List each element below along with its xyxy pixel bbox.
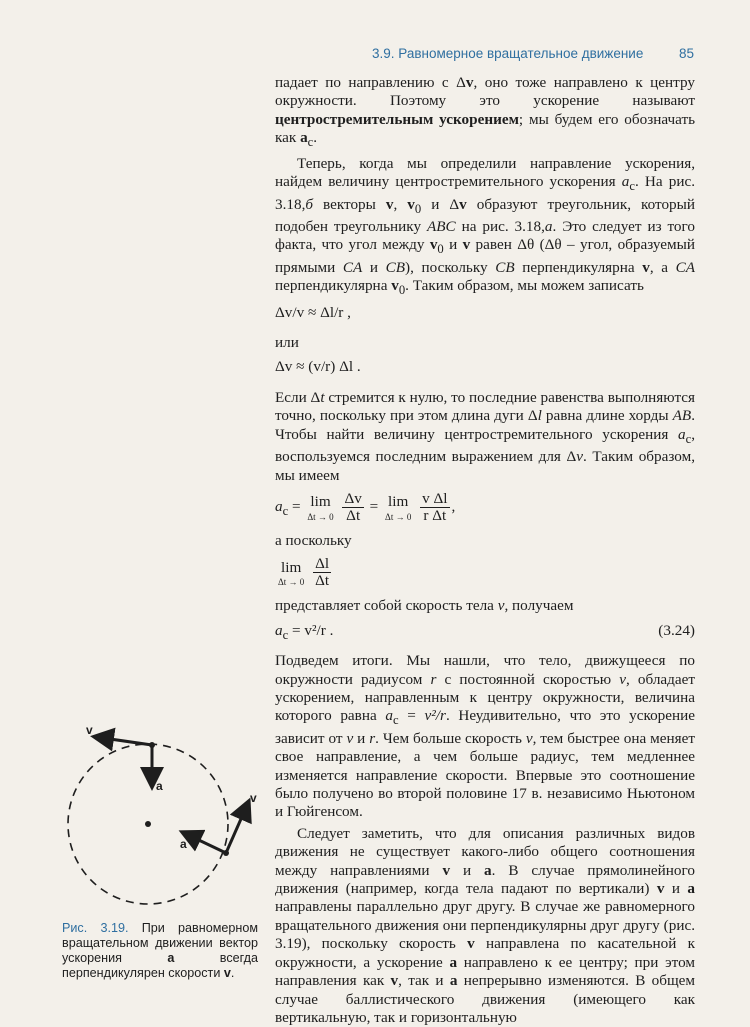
velocity-arrow-top	[96, 737, 152, 745]
a-poskolku: а поскольку	[275, 531, 352, 549]
figure-caption: Рис. 3.19. При равномерном вращательном движении вектор ускорения a всегда перпендикулярен скорости v.	[62, 921, 258, 980]
figure-3-19	[64, 720, 274, 910]
main-text	[275, 74, 695, 1027]
equation-2: Δv ≈ (v/r) Δl .	[275, 358, 361, 376]
label-a-top: a	[156, 779, 163, 793]
equation-4: lim Δt → 0 $\frac{\Delta l}{\Delta t}$	[278, 555, 330, 590]
paragraph-2: Теперь, когда мы определили направление ускорения, найдем величину центростремительного ускорения $a_c$. На рис. 3.18,б векторы v, $v_0$ и Δv образуют треугольник, который подобен треугольнику ABC на рис. 3.18,а. Это следует из того факта, что угол между $v_0$ и v равен Δθ (Δθ – угол, образуемый прямыми CA и CB), поскольку CB перпендикулярна v, а CA перпендикулярна $v_0$. Таким образом, мы можем записать	[275, 154, 695, 298]
term-centripetal: центростремительным ускорением	[275, 110, 519, 128]
section-title: 3.9. Равномерное вращательное движение	[372, 46, 644, 61]
or-word: или	[275, 334, 299, 352]
page-number: 85	[678, 46, 694, 61]
caption-label: Рис. 3.19.	[62, 921, 129, 935]
velocity-arrow-right	[226, 803, 248, 853]
paragraph-5: Подведем итоги. Мы нашли, что тело, движущееся по окружности радиусом r с постоянной скоростью v, обладает ускорением, направленным к центру окружности, величина которого равна $a_c = v^2/r$. Неудивительно, что это ускорение зависит от v и r. Чем больше скорость v, тем быстрее она меняет свое направление, а чем больше радиус, тем медленнее изменяется направление скорости. Впервые это соотношение было получено во второй половине 17 в. независимо Ньютоном и Гюйгенсом.	[275, 652, 695, 821]
label-v-top: v	[86, 723, 93, 737]
equation-3: $a_c$ = lim Δt → 0 $\frac{\Delta v}{\Delta t}$ = lim Δt → 0 $\frac{\text{v Δl}}{\text{r Δt}}$ ,	[275, 489, 456, 524]
circle-motion-diagram	[64, 720, 274, 910]
label-a-right: a	[180, 837, 187, 851]
paragraph-6: Следует заметить, что для описания различных видов движения не существует какого-либо общего соотношения между направлениями v и a. В случае прямолинейного движения (например, когда тела падают по вертикали) v и a направлены параллельно друг другу. В случае же равномерного вращательного движения они перпендикулярны друг другу (рис. 3.19), поскольку скорость v направлена по касательной к окружности, а ускорение a направлено к ее центру; при этом направления как v, так и a непрерывно изменяются. В общем случае баллистического движения (имеющего как вертикальную, так и горизонтальную	[275, 824, 696, 1026]
equation-1: Δv/v ≈ Δl/r ,	[275, 303, 351, 321]
equation-5: $a_c = v^2/r$ . (3.24)	[275, 622, 695, 644]
running-head	[372, 46, 694, 61]
center-dot	[145, 821, 151, 827]
paragraph-3: Если Δt стремится к нулю, то последние равенства выполняются точно, поскольку при этом длина дуги Δl равна длине хорды AB. Чтобы найти величину центростремительного ускорения $a_c$, воспользуемся последним выражением для Δv. Таким образом, мы имеем	[275, 388, 695, 484]
equation-number: (3.24)	[658, 621, 695, 639]
paragraph-4: представляет собой скорость тела v, получаем	[275, 597, 574, 615]
acceleration-arrow-right	[184, 833, 226, 853]
paragraph-1: падает по направлению с Δv, оно тоже направлено к центру окружности. Поэтому это ускорение называют центростремительным ускорением; мы будем его обозначать как $a_c$.	[275, 74, 696, 150]
label-v-right: v	[250, 791, 257, 805]
